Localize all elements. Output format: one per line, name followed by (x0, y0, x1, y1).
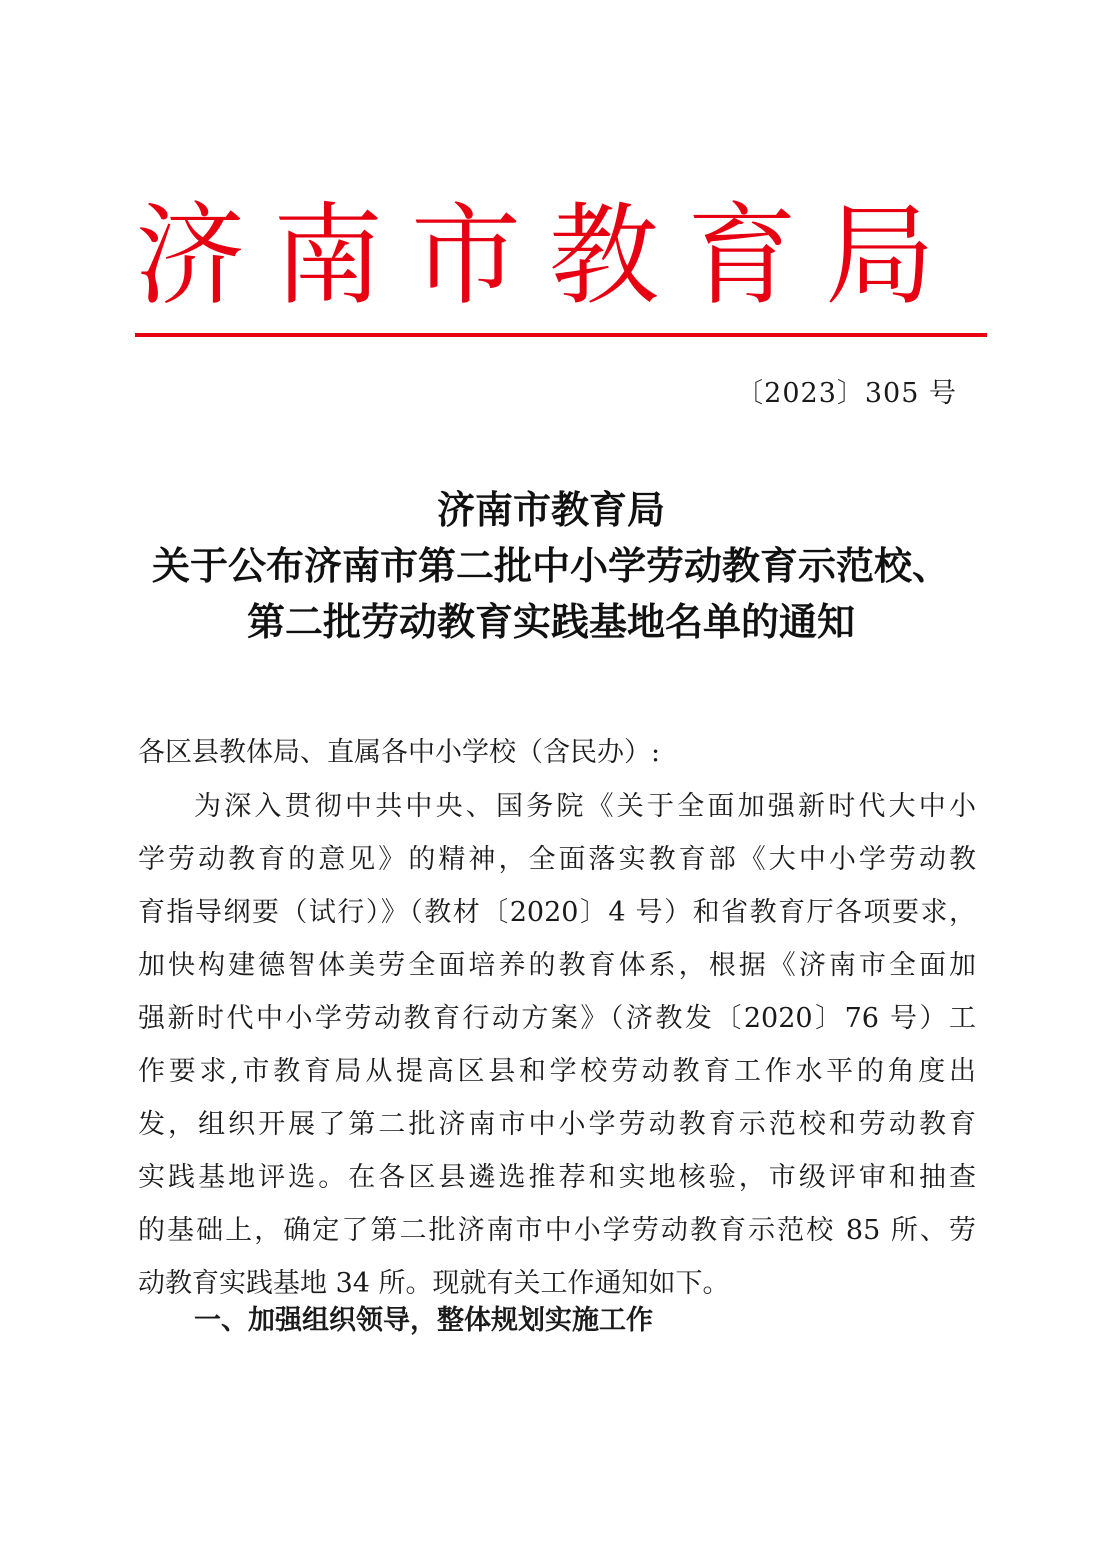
body-line: 发，组织开展了第二批济南市中小学劳动教育示范校和劳动教育 (138, 1109, 976, 1140)
body-line: 为深入贯彻中共中央、国务院《关于全面加强新时代大中小 (194, 791, 976, 822)
body-line: 实践基地评选。在各区县遴选推荐和实地核验，市级评审和抽查 (138, 1162, 976, 1193)
body-line: 作要求,市教育局从提高区县和学校劳动教育工作水平的角度出 (138, 1056, 976, 1087)
letterhead-char: 济 (135, 192, 245, 320)
title-line-issuer: 济南市教育局 (436, 487, 665, 532)
letterhead-char: 育 (687, 192, 797, 320)
document-number: 〔2023〕305 号 (736, 378, 957, 409)
letterhead-char: 局 (825, 192, 935, 320)
body-line: 加快构建德智体美劳全面培养的教育体系，根据《济南市全面加 (138, 950, 976, 981)
body-line: 学劳动教育的意见》的精神，全面落实教育部《大中小学劳动教 (138, 844, 976, 875)
red-divider-line (135, 333, 987, 337)
document-title (100, 482, 1002, 650)
letterhead-char: 南 (273, 192, 383, 320)
title-line-subject-1: 关于公布济南市第二批中小学劳动教育示范校、 (151, 543, 950, 588)
body-line: 育指导纲要（试行）》（教材〔2020〕4 号）和省教育厅各项要求， (138, 897, 976, 928)
body-line: 强新时代中小学劳动教育行动方案》（济教发〔2020〕76 号）工 (138, 1003, 976, 1034)
section-heading: 一、加强组织领导，整体规划实施工作 (194, 1305, 653, 1336)
letterhead (135, 186, 935, 326)
letterhead-char: 市 (411, 192, 521, 320)
body-paragraph (138, 780, 976, 1310)
body-line: 动教育实践基地 34 所。现就有关工作通知如下。 (138, 1268, 730, 1299)
addressee: 各区县教体局、直属各中小学校（含民办）: (138, 737, 661, 768)
title-line-subject-2: 第二批劳动教育实践基地名单的通知 (246, 599, 855, 644)
letterhead-char: 教 (549, 192, 659, 320)
body-line: 的基础上，确定了第二批济南市中小学劳动教育示范校 85 所、劳 (138, 1215, 976, 1246)
